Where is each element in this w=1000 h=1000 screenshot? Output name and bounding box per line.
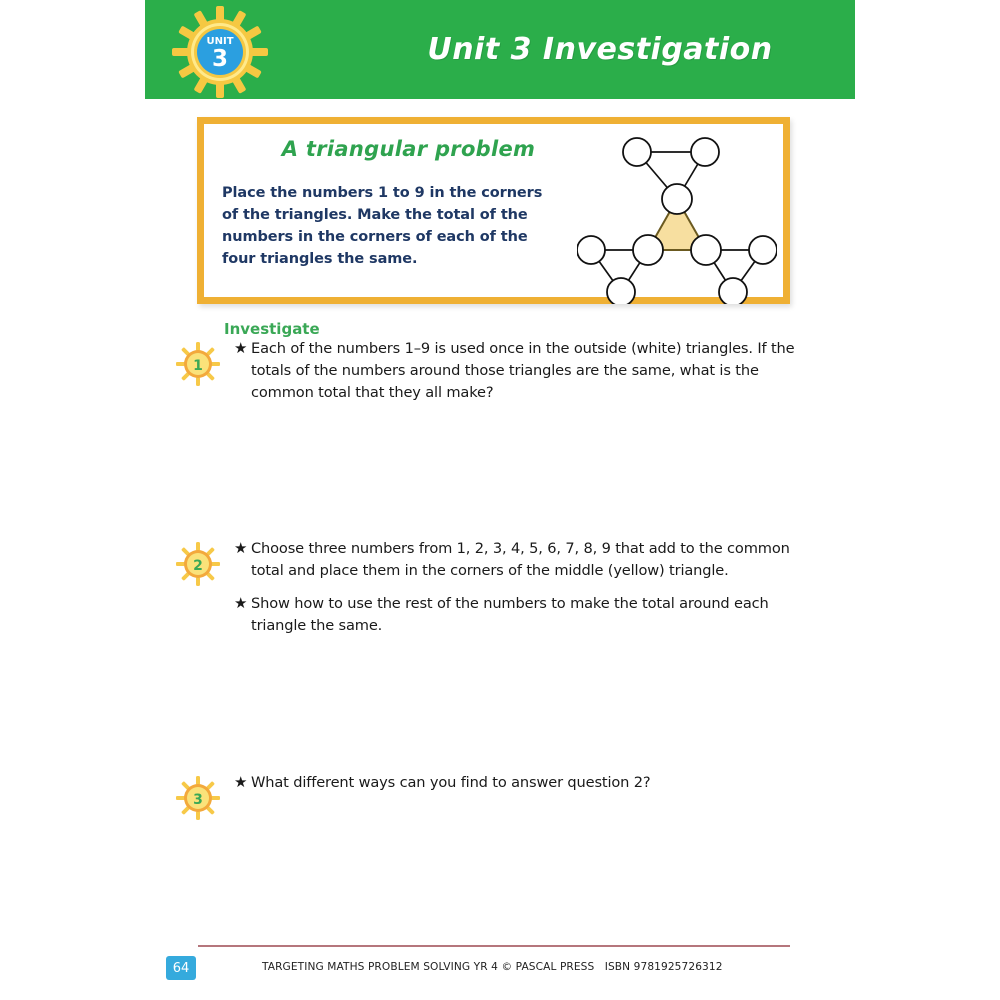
- footer-credit-text: TARGETING MATHS PROBLEM SOLVING YR 4 © PASCAL PRESS ISBN 9781925726312: [262, 961, 723, 973]
- question-sun-icon-3: [176, 776, 220, 820]
- footer-divider: [198, 945, 790, 947]
- bullet-text: Choose three numbers from 1, 2, 3, 4, 5, 6, 7, 8, 9 that add to the common total and place them in the corners of the middle (yellow) triangle.: [251, 540, 790, 579]
- bullet-item: [234, 338, 796, 404]
- question-number-1: 1: [193, 358, 203, 374]
- bullet-item: [234, 538, 796, 582]
- bullet-item: [234, 593, 796, 637]
- question-item-2: [176, 538, 796, 637]
- star-bullet-icon: ★: [234, 340, 248, 357]
- problem-text: Place the numbers 1 to 9 in the corners of the triangles. Make the total of the numbers in the corners of each of the four triangles the same.: [222, 185, 543, 268]
- question-item-3: [176, 772, 796, 808]
- bullet-text: What different ways can you find to answer question 2?: [251, 774, 651, 791]
- star-bullet-icon: ★: [234, 774, 248, 791]
- bullet-text: Each of the numbers 1–9 is used once in the outside (white) triangles. If the totals of the numbers around those triangles are the same, what is the common total that they all make?: [251, 340, 795, 401]
- question-sun-icon-1: [176, 342, 220, 386]
- star-bullet-icon: ★: [234, 540, 248, 557]
- unit-badge-label: UNIT: [206, 36, 234, 47]
- bullet-item: [234, 772, 796, 795]
- question-item-1: [176, 338, 796, 404]
- problem-heading: A triangular problem: [281, 137, 536, 161]
- page-number-badge: 64: [166, 956, 196, 980]
- question-sun-icon-2: [176, 542, 220, 586]
- question-number-2: 2: [193, 558, 203, 574]
- question-number-3: 3: [193, 792, 203, 808]
- investigate-heading: Investigate: [224, 320, 320, 338]
- unit-badge-number: 3: [211, 46, 229, 72]
- problem-statement-box: [197, 117, 790, 304]
- unit-sun-badge: [172, 6, 268, 98]
- triangular-network-diagram: [577, 132, 777, 304]
- bullet-text: Show how to use the rest of the numbers to make the total around each triangle the same.: [251, 594, 769, 634]
- page-title: Unit 3 Investigation: [427, 32, 773, 67]
- star-bullet-icon: ★: [234, 594, 248, 612]
